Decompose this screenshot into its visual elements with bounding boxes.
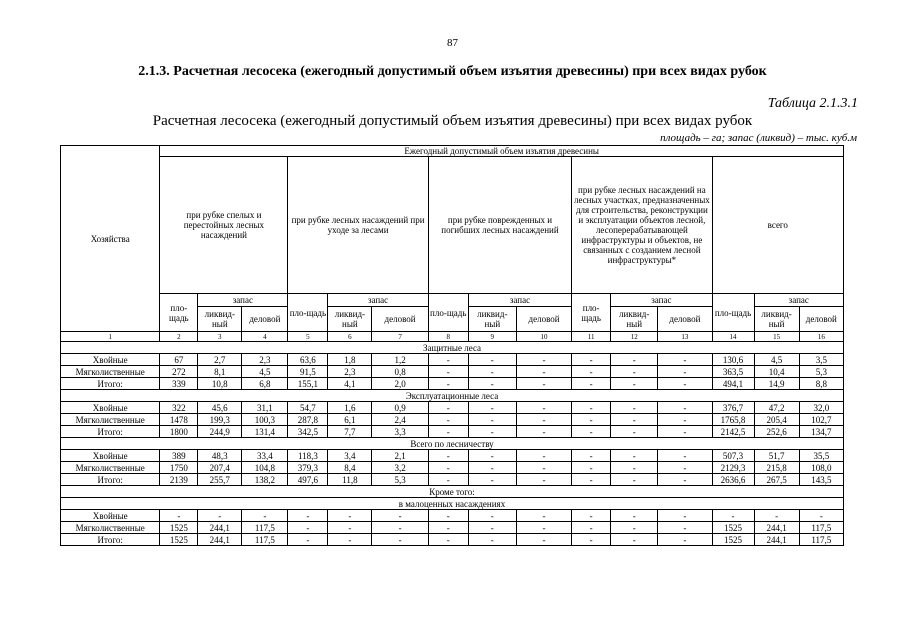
table-cell: 108,0 bbox=[799, 462, 843, 474]
table-cell: 32,0 bbox=[799, 402, 843, 414]
table-cell: 1,8 bbox=[328, 354, 372, 366]
header-area: пло-щадь bbox=[572, 294, 611, 332]
table-cell: 376,7 bbox=[712, 402, 754, 414]
table-cell: 379,3 bbox=[288, 462, 328, 474]
table-cell: - bbox=[611, 450, 658, 462]
table-cell: 11,8 bbox=[328, 474, 372, 486]
table-cell: 0,9 bbox=[372, 402, 428, 414]
table-row bbox=[61, 366, 844, 378]
header-liquid: ликвид-ный bbox=[468, 307, 516, 332]
table-row bbox=[61, 522, 844, 534]
column-number: 2 bbox=[160, 332, 198, 342]
table-cell: 5,3 bbox=[799, 366, 843, 378]
table-cell: 8,8 bbox=[799, 378, 843, 390]
table-cell: 1478 bbox=[160, 414, 198, 426]
table-cell: 4,1 bbox=[328, 378, 372, 390]
table-cell: - bbox=[572, 378, 611, 390]
table-cell: - bbox=[658, 450, 712, 462]
table-cell: 134,7 bbox=[799, 426, 843, 438]
table-cell: - bbox=[516, 366, 571, 378]
table-cell: - bbox=[572, 354, 611, 366]
row-label: Итого: bbox=[61, 378, 160, 390]
table-cell: - bbox=[611, 402, 658, 414]
table-cell: 2636,6 bbox=[712, 474, 754, 486]
header-group-mature: при рубке спелых и перестойных лесных насаждений bbox=[160, 157, 288, 294]
table-cell: 47,2 bbox=[754, 402, 799, 414]
table-cell: - bbox=[372, 510, 428, 522]
table-cell: 100,3 bbox=[242, 414, 288, 426]
table-cell: - bbox=[658, 354, 712, 366]
column-number: 9 bbox=[468, 332, 516, 342]
header-business: деловой bbox=[658, 307, 712, 332]
column-number: 14 bbox=[712, 332, 754, 342]
column-number: 3 bbox=[198, 332, 242, 342]
table-cell: 33,4 bbox=[242, 450, 288, 462]
table-cell: - bbox=[428, 366, 468, 378]
table-cell: - bbox=[516, 426, 571, 438]
table-cell: - bbox=[328, 534, 372, 546]
row-label: Мягколиственные bbox=[61, 414, 160, 426]
table-cell: - bbox=[516, 474, 571, 486]
table-cell: - bbox=[611, 522, 658, 534]
header-area: пло-щадь bbox=[288, 294, 328, 332]
table-cell: 102,7 bbox=[799, 414, 843, 426]
column-number: 5 bbox=[288, 332, 328, 342]
table-cell: - bbox=[372, 534, 428, 546]
table-cell: - bbox=[516, 462, 571, 474]
table-cell: - bbox=[428, 462, 468, 474]
table-cell: - bbox=[658, 474, 712, 486]
table-cell: - bbox=[288, 522, 328, 534]
table-cell: - bbox=[611, 462, 658, 474]
table-cell: 2,0 bbox=[372, 378, 428, 390]
header-liquid: ликвид-ный bbox=[754, 307, 799, 332]
section-besides: Кроме того: bbox=[61, 486, 844, 498]
table-cell: 104,8 bbox=[242, 462, 288, 474]
table-cell: 63,6 bbox=[288, 354, 328, 366]
page-number: 87 bbox=[447, 37, 458, 49]
table-cell: - bbox=[658, 366, 712, 378]
table-cell: 1525 bbox=[160, 534, 198, 546]
row-label: Итого: bbox=[61, 426, 160, 438]
table-cell: 244,1 bbox=[754, 534, 799, 546]
table-cell: 117,5 bbox=[799, 522, 843, 534]
row-label: Хвойные bbox=[61, 402, 160, 414]
header-group-infrastructure: при рубке лесных насаждений на лесных участках, предназначенных для строительства, реконструкции и эксплуатации объектов лесной, лесоперерабатывающей инфраструктуры и объектов, не связанных с созданием лесной инфраструктуры* bbox=[572, 157, 712, 294]
table-cell: 255,7 bbox=[198, 474, 242, 486]
column-number: 10 bbox=[516, 332, 571, 342]
column-number: 6 bbox=[328, 332, 372, 342]
table-cell: - bbox=[658, 462, 712, 474]
table-cell: 1525 bbox=[712, 534, 754, 546]
table-cell: 3,4 bbox=[328, 450, 372, 462]
table-row bbox=[61, 534, 844, 546]
table-cell: - bbox=[611, 414, 658, 426]
table-row bbox=[61, 378, 844, 390]
table-cell: 207,4 bbox=[198, 462, 242, 474]
table-row bbox=[61, 426, 844, 438]
header-stock: запас bbox=[754, 294, 843, 307]
table-cell: 244,1 bbox=[754, 522, 799, 534]
units-note: площадь – га; запас (ликвид) – тыс. куб.м bbox=[660, 132, 857, 144]
table-cell: - bbox=[572, 522, 611, 534]
table-cell: 494,1 bbox=[712, 378, 754, 390]
row-label: Хвойные bbox=[61, 450, 160, 462]
table-cell: 267,5 bbox=[754, 474, 799, 486]
section-low-value-stands: в малоценных насаждениях bbox=[61, 498, 844, 510]
table-cell: - bbox=[516, 414, 571, 426]
table-cell: 2,4 bbox=[372, 414, 428, 426]
table-cell: 155,1 bbox=[288, 378, 328, 390]
row-label: Хвойные bbox=[61, 510, 160, 522]
table-cell: 287,8 bbox=[288, 414, 328, 426]
table-cell: 497,6 bbox=[288, 474, 328, 486]
table-cell: - bbox=[754, 510, 799, 522]
row-label: Итого: bbox=[61, 474, 160, 486]
table-cell: - bbox=[428, 510, 468, 522]
table-cell: - bbox=[428, 402, 468, 414]
header-business: деловой bbox=[372, 307, 428, 332]
allowable-cut-table bbox=[60, 145, 844, 546]
table-cell: 48,3 bbox=[198, 450, 242, 462]
table-cell: - bbox=[516, 378, 571, 390]
table-cell: - bbox=[428, 378, 468, 390]
table-row bbox=[61, 474, 844, 486]
table-cell: - bbox=[658, 402, 712, 414]
table-cell: - bbox=[468, 534, 516, 546]
section-row bbox=[61, 498, 844, 510]
table-cell: 252,6 bbox=[754, 426, 799, 438]
table-cell: - bbox=[611, 510, 658, 522]
table-cell: 31,1 bbox=[242, 402, 288, 414]
table-cell: 117,5 bbox=[242, 522, 288, 534]
table-cell: - bbox=[428, 354, 468, 366]
header-farms: Хозяйства bbox=[61, 146, 160, 332]
table-cell: - bbox=[572, 510, 611, 522]
table-cell: - bbox=[572, 414, 611, 426]
header-stock: запас bbox=[468, 294, 571, 307]
table-cell: 35,5 bbox=[799, 450, 843, 462]
table-cell: 6,8 bbox=[242, 378, 288, 390]
table-cell: - bbox=[428, 426, 468, 438]
column-number: 1 bbox=[61, 332, 160, 342]
section-row bbox=[61, 486, 844, 498]
table-cell: - bbox=[611, 426, 658, 438]
table-cell: 389 bbox=[160, 450, 198, 462]
table-cell: - bbox=[658, 534, 712, 546]
header-stock: запас bbox=[328, 294, 428, 307]
section-exploitation-forests: Эксплуатационные леса bbox=[61, 390, 844, 402]
table-cell: - bbox=[572, 366, 611, 378]
table-cell: 1,6 bbox=[328, 402, 372, 414]
table-cell: - bbox=[572, 426, 611, 438]
table-cell: 244,1 bbox=[198, 534, 242, 546]
table-cell: - bbox=[516, 522, 571, 534]
header-business: деловой bbox=[516, 307, 571, 332]
table-cell: 2,1 bbox=[372, 450, 428, 462]
header-area: пло-щадь bbox=[428, 294, 468, 332]
section-protective-forests: Защитные леса bbox=[61, 342, 844, 354]
table-cell: - bbox=[372, 522, 428, 534]
table-cell: 322 bbox=[160, 402, 198, 414]
table-cell: 3,5 bbox=[799, 354, 843, 366]
row-label: Хвойные bbox=[61, 354, 160, 366]
table-cell: - bbox=[288, 510, 328, 522]
column-number: 8 bbox=[428, 332, 468, 342]
table-cell: 3,2 bbox=[372, 462, 428, 474]
row-label: Мягколиственные bbox=[61, 366, 160, 378]
table-cell: - bbox=[799, 510, 843, 522]
table-cell: - bbox=[658, 414, 712, 426]
table-cell: 2,7 bbox=[198, 354, 242, 366]
table-cell: 3,3 bbox=[372, 426, 428, 438]
table-cell: - bbox=[572, 402, 611, 414]
table-cell: - bbox=[242, 510, 288, 522]
header-liquid: ликвид-ный bbox=[198, 307, 242, 332]
table-cell: - bbox=[516, 534, 571, 546]
table-cell: 199,3 bbox=[198, 414, 242, 426]
table-caption: Расчетная лесосека (ежегодный допустимый объем изъятия древесины) при всех видах рубок bbox=[152, 113, 753, 129]
section-heading: 2.1.3. Расчетная лесосека (ежегодный допустимый объем изъятия древесины) при всех видах рубок bbox=[138, 64, 767, 79]
table-cell: 45,6 bbox=[198, 402, 242, 414]
table-cell: - bbox=[572, 474, 611, 486]
table-row bbox=[61, 354, 844, 366]
section-row bbox=[61, 342, 844, 354]
table-cell: 8,1 bbox=[198, 366, 242, 378]
header-liquid: ликвид-ный bbox=[611, 307, 658, 332]
table-cell: 2142,5 bbox=[712, 426, 754, 438]
section-row bbox=[61, 390, 844, 402]
table-row bbox=[61, 414, 844, 426]
table-cell: 2,3 bbox=[328, 366, 372, 378]
table-cell: 118,3 bbox=[288, 450, 328, 462]
table-cell: - bbox=[468, 402, 516, 414]
column-number-row bbox=[61, 332, 844, 342]
header-stock: запас bbox=[611, 294, 712, 307]
table-cell: 131,4 bbox=[242, 426, 288, 438]
table-cell: - bbox=[288, 534, 328, 546]
row-label: Мягколиственные bbox=[61, 462, 160, 474]
table-cell: 1750 bbox=[160, 462, 198, 474]
table-cell: 1800 bbox=[160, 426, 198, 438]
table-cell: 6,1 bbox=[328, 414, 372, 426]
table-cell: - bbox=[516, 402, 571, 414]
header-stock: запас bbox=[198, 294, 288, 307]
header-group-total: всего bbox=[712, 157, 843, 294]
table-cell: - bbox=[468, 522, 516, 534]
row-label: Мягколиственные bbox=[61, 522, 160, 534]
table-cell: 10,8 bbox=[198, 378, 242, 390]
table-cell: - bbox=[658, 426, 712, 438]
section-row bbox=[61, 438, 844, 450]
column-number: 11 bbox=[572, 332, 611, 342]
column-number: 15 bbox=[754, 332, 799, 342]
table-cell: - bbox=[516, 450, 571, 462]
table-cell: 138,2 bbox=[242, 474, 288, 486]
table-cell: - bbox=[611, 366, 658, 378]
header-group-care: при рубке лесных насаждений при уходе за лесами bbox=[288, 157, 428, 294]
table-cell: 4,5 bbox=[242, 366, 288, 378]
column-number: 13 bbox=[658, 332, 712, 342]
table-label: Таблица 2.1.3.1 bbox=[767, 96, 858, 111]
table-cell: 5,3 bbox=[372, 474, 428, 486]
table-cell: 54,7 bbox=[288, 402, 328, 414]
table-cell: 117,5 bbox=[242, 534, 288, 546]
table-cell: 67 bbox=[160, 354, 198, 366]
table-cell: 1525 bbox=[160, 522, 198, 534]
table-cell: - bbox=[468, 354, 516, 366]
table-cell: 363,5 bbox=[712, 366, 754, 378]
table-cell: - bbox=[468, 510, 516, 522]
table-cell: 244,1 bbox=[198, 522, 242, 534]
table-cell: 1525 bbox=[712, 522, 754, 534]
table-cell: - bbox=[160, 510, 198, 522]
header-annual-volume: Ежегодный допустимый объем изъятия древесины bbox=[160, 146, 844, 157]
table-row bbox=[61, 510, 844, 522]
table-cell: 215,8 bbox=[754, 462, 799, 474]
table-cell: - bbox=[611, 534, 658, 546]
table-cell: - bbox=[468, 474, 516, 486]
section-total-forestry: Всего по лесничеству bbox=[61, 438, 844, 450]
table-cell: - bbox=[328, 510, 372, 522]
table-cell: - bbox=[428, 522, 468, 534]
table-cell: - bbox=[572, 462, 611, 474]
table-cell: - bbox=[468, 450, 516, 462]
table-cell: - bbox=[428, 450, 468, 462]
table-cell: - bbox=[516, 354, 571, 366]
table-cell: - bbox=[428, 534, 468, 546]
table-cell: - bbox=[516, 510, 571, 522]
table-cell: - bbox=[572, 534, 611, 546]
table-cell: 2,3 bbox=[242, 354, 288, 366]
table-row bbox=[61, 462, 844, 474]
table-row bbox=[61, 402, 844, 414]
table-cell: - bbox=[428, 414, 468, 426]
header-business: деловой bbox=[799, 307, 843, 332]
column-number: 16 bbox=[799, 332, 843, 342]
table-cell: 205,4 bbox=[754, 414, 799, 426]
table-cell: 244,9 bbox=[198, 426, 242, 438]
table-cell: 342,5 bbox=[288, 426, 328, 438]
table-cell: - bbox=[468, 366, 516, 378]
table-cell: 2139 bbox=[160, 474, 198, 486]
table-cell: - bbox=[712, 510, 754, 522]
table-cell: 1,2 bbox=[372, 354, 428, 366]
table-row bbox=[61, 450, 844, 462]
table-cell: 1765,8 bbox=[712, 414, 754, 426]
header-area: пло-щадь bbox=[712, 294, 754, 332]
table-cell: 2129,3 bbox=[712, 462, 754, 474]
row-label: Итого: bbox=[61, 534, 160, 546]
table-cell: 7,7 bbox=[328, 426, 372, 438]
table-cell: 0,8 bbox=[372, 366, 428, 378]
table-cell: - bbox=[572, 450, 611, 462]
table-cell: - bbox=[468, 426, 516, 438]
table-cell: - bbox=[468, 414, 516, 426]
table-cell: 339 bbox=[160, 378, 198, 390]
table-cell: - bbox=[428, 474, 468, 486]
table-cell: 507,3 bbox=[712, 450, 754, 462]
table-cell: 14,9 bbox=[754, 378, 799, 390]
table-cell: - bbox=[468, 378, 516, 390]
table-cell: - bbox=[658, 378, 712, 390]
table-cell: 51,7 bbox=[754, 450, 799, 462]
table-cell: - bbox=[658, 522, 712, 534]
table-cell: - bbox=[611, 378, 658, 390]
table-cell: 91,5 bbox=[288, 366, 328, 378]
table-cell: - bbox=[611, 354, 658, 366]
table-cell: - bbox=[468, 462, 516, 474]
table-cell: 4,5 bbox=[754, 354, 799, 366]
table-cell: - bbox=[198, 510, 242, 522]
table-cell: 117,5 bbox=[799, 534, 843, 546]
table-cell: - bbox=[328, 522, 372, 534]
table-cell: 8,4 bbox=[328, 462, 372, 474]
column-number: 12 bbox=[611, 332, 658, 342]
header-business: деловой bbox=[242, 307, 288, 332]
table-cell: 130,6 bbox=[712, 354, 754, 366]
column-number: 7 bbox=[372, 332, 428, 342]
table-cell: - bbox=[611, 474, 658, 486]
header-area: пло-щадь bbox=[160, 294, 198, 332]
column-number: 4 bbox=[242, 332, 288, 342]
table-cell: 10,4 bbox=[754, 366, 799, 378]
header-group-damaged: при рубке поврежденных и погибших лесных насаждений bbox=[428, 157, 571, 294]
table-cell: - bbox=[658, 510, 712, 522]
header-liquid: ликвид-ный bbox=[328, 307, 372, 332]
table-cell: 272 bbox=[160, 366, 198, 378]
table-cell: 143,5 bbox=[799, 474, 843, 486]
